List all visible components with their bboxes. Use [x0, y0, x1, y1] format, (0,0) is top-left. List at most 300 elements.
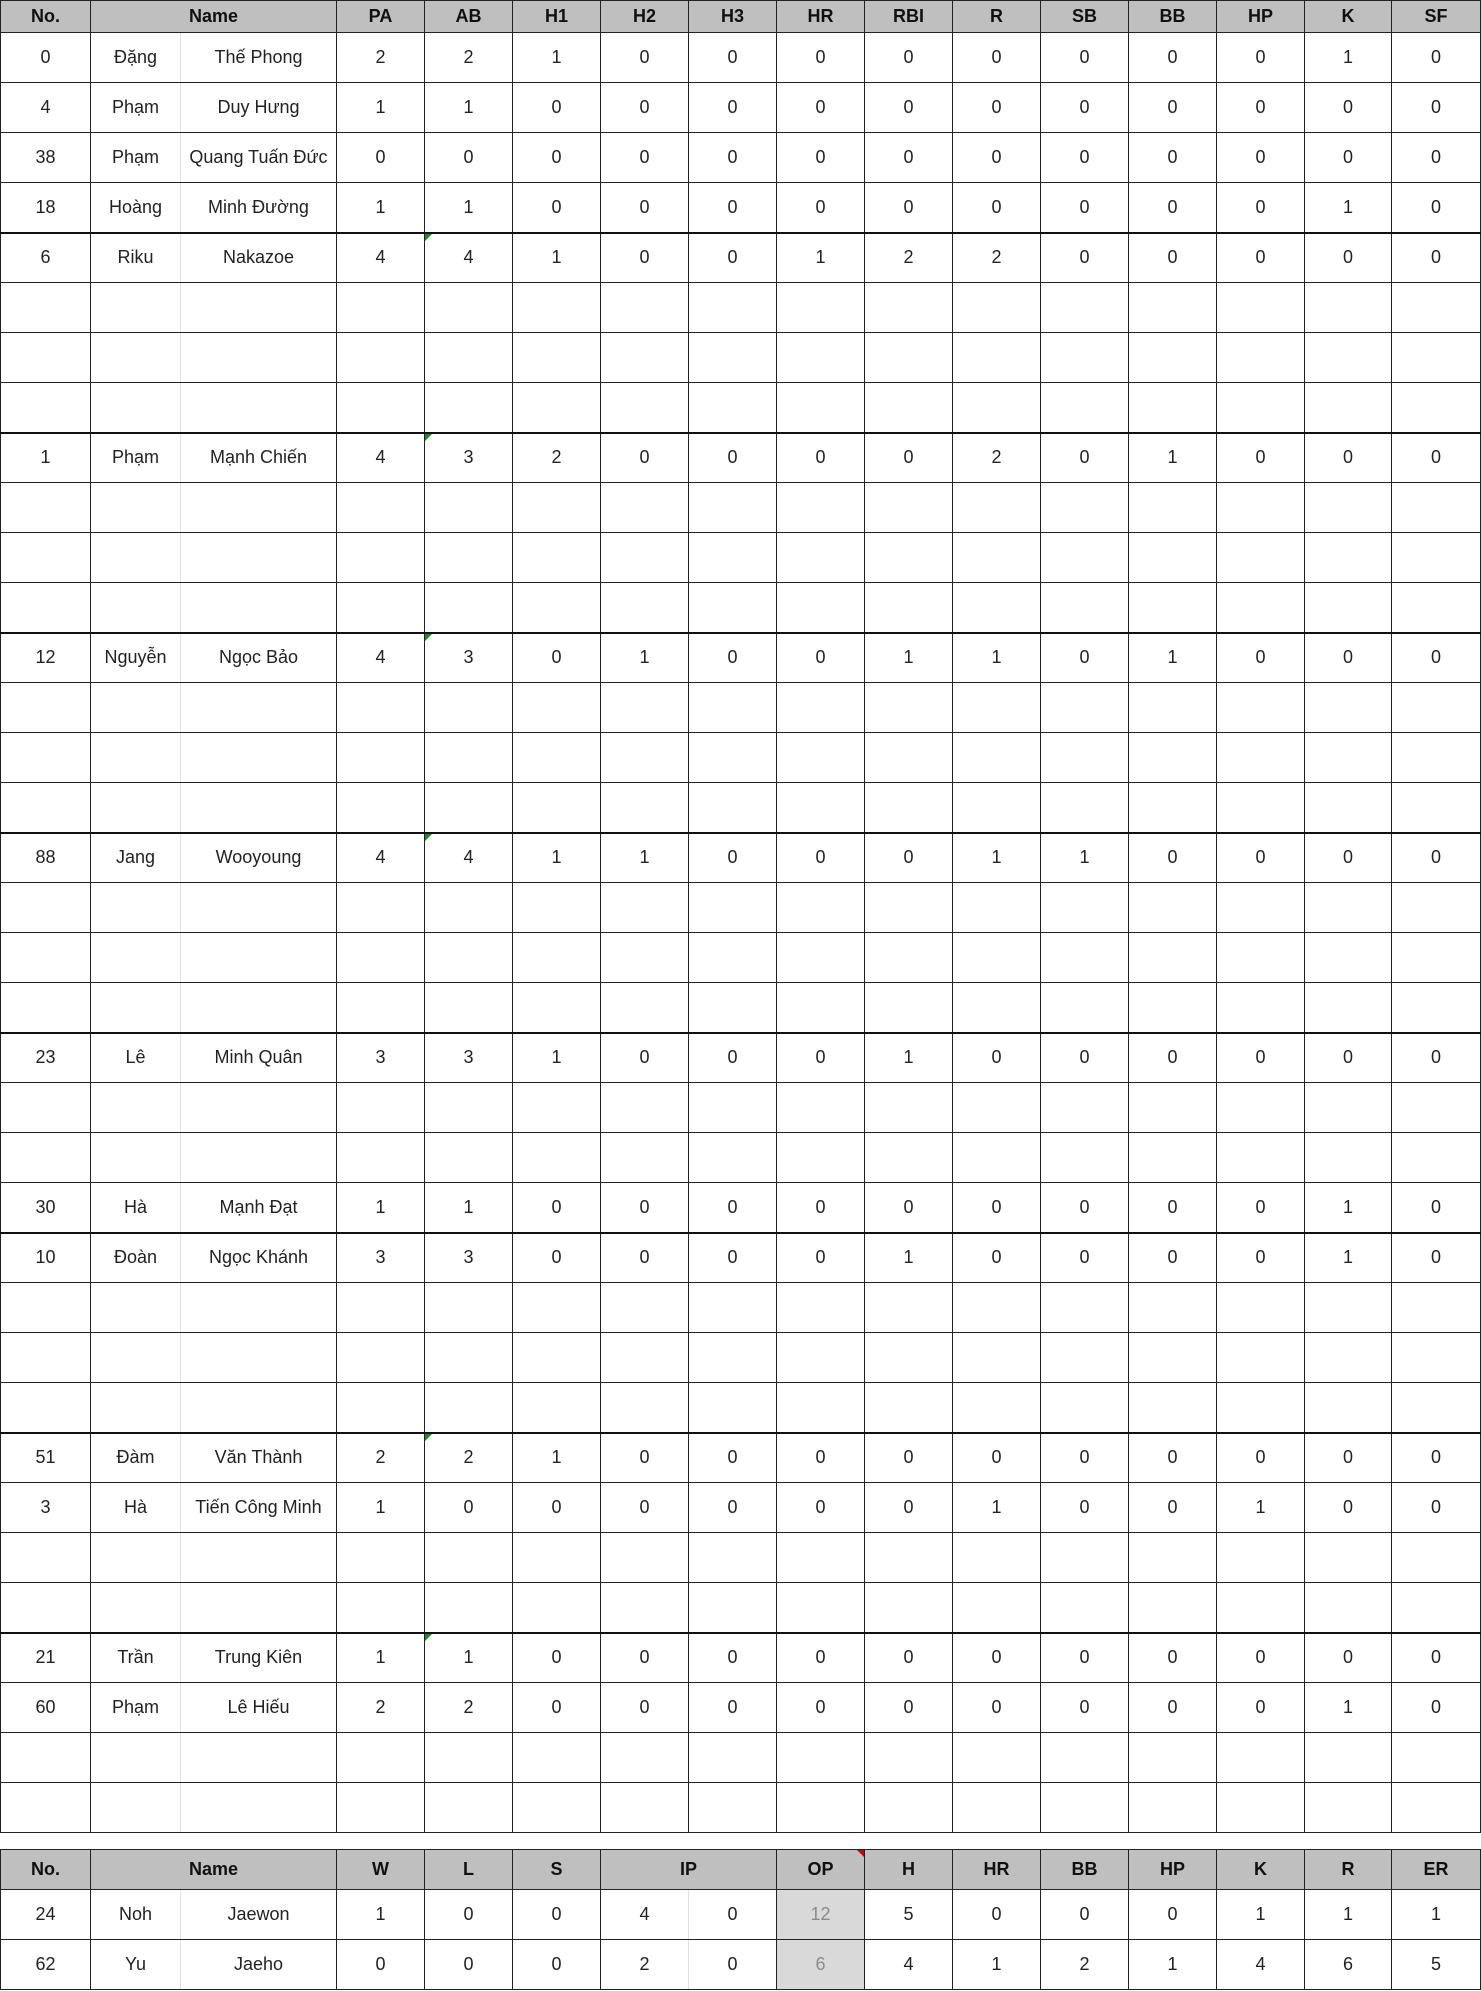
stat-h3-cell[interactable] [689, 83, 777, 133]
stat-hr-cell[interactable] [777, 983, 865, 1033]
stat-k-cell[interactable] [1305, 733, 1392, 783]
stat-pa-cell[interactable] [337, 1583, 425, 1633]
stat-h1-cell[interactable] [513, 1683, 601, 1733]
stat-k-cell[interactable] [1305, 1233, 1392, 1283]
stat-rbi-cell[interactable] [865, 433, 953, 483]
stat-rbi-cell[interactable] [865, 633, 953, 683]
stat-hr-cell[interactable] [777, 533, 865, 583]
player-first-name[interactable] [91, 583, 181, 633]
stat-hp-cell[interactable] [1217, 733, 1305, 783]
stat-rbi-cell[interactable] [865, 233, 953, 283]
stat-pa-cell[interactable] [337, 33, 425, 83]
stat-bb-cell[interactable] [1129, 1133, 1217, 1183]
stat-h3-cell[interactable] [689, 483, 777, 533]
stat-sf-cell[interactable] [1392, 583, 1481, 633]
stat-sb-cell[interactable] [1041, 1283, 1129, 1333]
header-r[interactable]: R [953, 1, 1041, 33]
stat-hp-cell[interactable] [1217, 1083, 1305, 1133]
header-h1[interactable]: H1 [513, 1, 601, 33]
stat-hp-cell[interactable] [1217, 1783, 1305, 1833]
stat-bb-cell[interactable] [1129, 1033, 1217, 1083]
stat-sf-cell[interactable] [1392, 133, 1481, 183]
stat-sb-cell[interactable] [1041, 183, 1129, 233]
stat-sf-cell[interactable] [1392, 833, 1481, 883]
stat-hr-cell[interactable]: 0 [953, 1890, 1041, 1940]
player-number[interactable]: 0 [1, 33, 91, 83]
stat-pa-cell[interactable] [337, 1233, 425, 1283]
stat-sf-cell[interactable] [1392, 933, 1481, 983]
header-op[interactable] [777, 1850, 865, 1890]
stat-bb-cell[interactable] [1129, 1383, 1217, 1433]
stat-ab-cell[interactable] [425, 483, 513, 533]
stat-ab-cell[interactable] [425, 1333, 513, 1383]
stat-sb-cell[interactable] [1041, 1433, 1129, 1483]
stat-rbi-cell[interactable] [865, 1433, 953, 1483]
player-last-name[interactable]: Duy Hưng [181, 83, 337, 133]
header-no[interactable]: No. [1, 1850, 91, 1890]
player-last-name[interactable] [181, 333, 337, 383]
header-bb[interactable]: BB [1129, 1, 1217, 33]
stat-r-cell[interactable] [953, 283, 1041, 333]
stat-hr-cell[interactable] [777, 333, 865, 383]
player-first-name[interactable] [91, 933, 181, 983]
stat-rbi-cell[interactable] [865, 1183, 953, 1233]
stat-bb-cell[interactable] [1129, 1233, 1217, 1283]
stat-rbi-cell[interactable] [865, 1083, 953, 1133]
header-h[interactable]: H [865, 1850, 953, 1890]
stat-h1-cell[interactable] [513, 633, 601, 683]
stat-bb-cell[interactable] [1129, 1333, 1217, 1383]
player-first-name[interactable] [91, 1333, 181, 1383]
stat-ab-cell[interactable] [425, 1233, 513, 1283]
stat-r-cell[interactable] [953, 1183, 1041, 1233]
stat-pa-cell[interactable] [337, 483, 425, 533]
pitcher-number[interactable]: 24 [1, 1890, 91, 1940]
stat-hr-cell[interactable] [777, 1633, 865, 1683]
stat-sf-cell[interactable] [1392, 1033, 1481, 1083]
stat-h2-cell[interactable] [601, 133, 689, 183]
stat-rbi-cell[interactable] [865, 383, 953, 433]
stat-k-cell[interactable] [1305, 533, 1392, 583]
stat-pa-cell[interactable] [337, 633, 425, 683]
stat-h3-cell[interactable] [689, 283, 777, 333]
stat-rbi-cell[interactable] [865, 683, 953, 733]
stat-r-cell[interactable]: 6 [1305, 1940, 1392, 1990]
stat-k-cell[interactable] [1305, 1633, 1392, 1683]
stat-h1-cell[interactable] [513, 583, 601, 633]
stat-k-cell[interactable] [1305, 283, 1392, 333]
stat-sf-cell[interactable] [1392, 883, 1481, 933]
stat-sf-cell[interactable] [1392, 983, 1481, 1033]
stat-h3-cell[interactable] [689, 583, 777, 633]
stat-r-cell[interactable] [953, 383, 1041, 433]
stat-hp-cell[interactable] [1217, 1383, 1305, 1433]
player-last-name[interactable] [181, 733, 337, 783]
stat-ab-cell[interactable] [425, 133, 513, 183]
header-h2[interactable]: H2 [601, 1, 689, 33]
player-last-name[interactable] [181, 533, 337, 583]
stat-k-cell[interactable] [1305, 1733, 1392, 1783]
stat-pa-cell[interactable] [337, 1183, 425, 1233]
stat-bb-cell[interactable] [1129, 783, 1217, 833]
stat-hp-cell[interactable] [1217, 783, 1305, 833]
stat-h3-cell[interactable] [689, 1283, 777, 1333]
player-last-name[interactable]: Quang Tuấn Đức [181, 133, 337, 183]
stat-hr-cell[interactable] [777, 1733, 865, 1783]
player-first-name[interactable] [91, 1383, 181, 1433]
stat-r-cell[interactable] [953, 833, 1041, 883]
stat-hr-cell[interactable] [777, 1433, 865, 1483]
stat-hp-cell[interactable] [1217, 1233, 1305, 1283]
stat-hr-cell[interactable] [777, 183, 865, 233]
player-first-name[interactable]: Đoàn [91, 1233, 181, 1283]
stat-h2-cell[interactable] [601, 1033, 689, 1083]
stat-ab-cell[interactable] [425, 1283, 513, 1333]
stat-h3-cell[interactable] [689, 233, 777, 283]
stat-h2-cell[interactable] [601, 1783, 689, 1833]
stat-hr-cell[interactable] [777, 383, 865, 433]
stat-bb-cell[interactable] [1129, 383, 1217, 433]
stat-h2-cell[interactable] [601, 33, 689, 83]
stat-hr-cell[interactable] [777, 1533, 865, 1583]
stat-rbi-cell[interactable] [865, 1683, 953, 1733]
stat-pa-cell[interactable] [337, 1783, 425, 1833]
stat-hp-cell[interactable] [1217, 933, 1305, 983]
stat-k-cell[interactable] [1305, 33, 1392, 83]
stat-pa-cell[interactable] [337, 683, 425, 733]
player-number[interactable] [1, 733, 91, 783]
stat-ab-cell[interactable] [425, 1683, 513, 1733]
stat-h1-cell[interactable] [513, 1483, 601, 1533]
player-number[interactable] [1, 1583, 91, 1633]
stat-r-cell[interactable] [953, 933, 1041, 983]
stat-sb-cell[interactable] [1041, 1183, 1129, 1233]
stat-ab-cell[interactable] [425, 1533, 513, 1583]
stat-r-cell[interactable] [953, 233, 1041, 283]
stat-h3-cell[interactable] [689, 1183, 777, 1233]
stat-h3-cell[interactable] [689, 1533, 777, 1583]
player-first-name[interactable] [91, 333, 181, 383]
player-number[interactable]: 4 [1, 83, 91, 133]
stat-pa-cell[interactable] [337, 733, 425, 783]
stat-bb-cell[interactable] [1129, 1583, 1217, 1633]
player-number[interactable] [1, 1333, 91, 1383]
stat-bb-cell[interactable] [1129, 333, 1217, 383]
pitcher-last-name[interactable]: Jaewon [181, 1890, 337, 1940]
stat-h2-cell[interactable] [601, 1333, 689, 1383]
stat-hr-cell[interactable] [777, 1233, 865, 1283]
stat-k-cell[interactable] [1305, 83, 1392, 133]
stat-h1-cell[interactable] [513, 1233, 601, 1283]
stat-k-cell[interactable] [1305, 1133, 1392, 1183]
stat-r-cell[interactable] [953, 1233, 1041, 1283]
stat-hr-cell[interactable] [777, 1033, 865, 1083]
stat-sf-cell[interactable] [1392, 783, 1481, 833]
stat-sf-cell[interactable] [1392, 483, 1481, 533]
stat-ab-cell[interactable] [425, 433, 513, 483]
stat-hp-cell[interactable] [1217, 1433, 1305, 1483]
player-number[interactable] [1, 783, 91, 833]
stat-w-cell[interactable]: 0 [337, 1940, 425, 1990]
stat-sf-cell[interactable] [1392, 1483, 1481, 1533]
stat-h2-cell[interactable] [601, 1583, 689, 1633]
stat-pa-cell[interactable] [337, 383, 425, 433]
stat-rbi-cell[interactable] [865, 183, 953, 233]
stat-h1-cell[interactable] [513, 883, 601, 933]
stat-h1-cell[interactable] [513, 933, 601, 983]
stat-hp-cell[interactable] [1217, 183, 1305, 233]
stat-h2-cell[interactable] [601, 1083, 689, 1133]
stat-h1-cell[interactable] [513, 733, 601, 783]
stat-pa-cell[interactable] [337, 133, 425, 183]
player-first-name[interactable]: Phạm [91, 83, 181, 133]
stat-hr-cell[interactable] [777, 633, 865, 683]
stat-bb-cell[interactable] [1129, 433, 1217, 483]
stat-rbi-cell[interactable] [865, 1533, 953, 1583]
header-hr[interactable]: HR [777, 1, 865, 33]
stat-bb-cell[interactable] [1129, 633, 1217, 683]
stat-ab-cell[interactable] [425, 633, 513, 683]
stat-h1-cell[interactable] [513, 83, 601, 133]
stat-h2-cell[interactable] [601, 1183, 689, 1233]
stat-sf-cell[interactable] [1392, 233, 1481, 283]
player-first-name[interactable] [91, 733, 181, 783]
player-number[interactable]: 18 [1, 183, 91, 233]
stat-pa-cell[interactable] [337, 1283, 425, 1333]
stat-sf-cell[interactable] [1392, 33, 1481, 83]
stat-hp-cell[interactable] [1217, 983, 1305, 1033]
stat-h1-cell[interactable] [513, 1333, 601, 1383]
stat-r-cell[interactable]: 1 [1305, 1890, 1392, 1940]
stat-h1-cell[interactable] [513, 233, 601, 283]
stat-sf-cell[interactable] [1392, 1333, 1481, 1383]
header-pa[interactable]: PA [337, 1, 425, 33]
stat-bb-cell[interactable] [1129, 983, 1217, 1033]
stat-hr-cell[interactable] [777, 583, 865, 633]
stat-ab-cell[interactable] [425, 33, 513, 83]
stat-r-cell[interactable] [953, 1783, 1041, 1833]
stat-r-cell[interactable] [953, 183, 1041, 233]
stat-ab-cell[interactable] [425, 533, 513, 583]
stat-ab-cell[interactable] [425, 1183, 513, 1233]
stat-bb-cell[interactable] [1129, 833, 1217, 883]
stat-bb-cell[interactable] [1129, 1183, 1217, 1233]
player-first-name[interactable] [91, 783, 181, 833]
player-first-name[interactable] [91, 1733, 181, 1783]
stat-hr-cell[interactable] [777, 733, 865, 783]
stat-s-cell[interactable]: 0 [513, 1890, 601, 1940]
player-last-name[interactable] [181, 1383, 337, 1433]
player-first-name[interactable]: Phạm [91, 433, 181, 483]
stat-rbi-cell[interactable] [865, 1033, 953, 1083]
stat-h3-cell[interactable] [689, 1333, 777, 1383]
stat-h2-cell[interactable] [601, 1133, 689, 1183]
stat-hr-cell[interactable] [777, 1683, 865, 1733]
pitcher-first-name[interactable]: Noh [91, 1890, 181, 1940]
stat-hp-cell[interactable] [1217, 1483, 1305, 1533]
stat-k-cell[interactable] [1305, 683, 1392, 733]
stat-h2-cell[interactable] [601, 1383, 689, 1433]
stat-h3-cell[interactable] [689, 1133, 777, 1183]
stat-h2-cell[interactable] [601, 333, 689, 383]
pitcher-number[interactable]: 62 [1, 1940, 91, 1990]
stat-h2-cell[interactable] [601, 233, 689, 283]
stat-bb-cell[interactable] [1129, 1633, 1217, 1683]
player-last-name[interactable] [181, 983, 337, 1033]
stat-pa-cell[interactable] [337, 1533, 425, 1583]
header-l[interactable]: L [425, 1850, 513, 1890]
player-number[interactable] [1, 483, 91, 533]
stat-h1-cell[interactable] [513, 133, 601, 183]
player-first-name[interactable] [91, 483, 181, 533]
header-sb[interactable]: SB [1041, 1, 1129, 33]
header-ab[interactable]: AB [425, 1, 513, 33]
stat-sb-cell[interactable] [1041, 883, 1129, 933]
stat-sf-cell[interactable] [1392, 383, 1481, 433]
player-first-name[interactable]: Hà [91, 1183, 181, 1233]
stat-h1-cell[interactable] [513, 783, 601, 833]
stat-k-cell[interactable] [1305, 933, 1392, 983]
stat-h3-cell[interactable] [689, 933, 777, 983]
stat-bb-cell[interactable] [1129, 1083, 1217, 1133]
stat-ip-innings-cell[interactable]: 4 [601, 1890, 689, 1940]
stat-r-cell[interactable] [953, 1033, 1041, 1083]
stat-k-cell[interactable] [1305, 133, 1392, 183]
stat-rbi-cell[interactable] [865, 833, 953, 883]
header-bb[interactable]: BB [1041, 1850, 1129, 1890]
stat-r-cell[interactable] [953, 1333, 1041, 1383]
stat-h3-cell[interactable] [689, 333, 777, 383]
player-last-name[interactable]: Nakazoe [181, 233, 337, 283]
stat-r-cell[interactable] [953, 1733, 1041, 1783]
stat-rbi-cell[interactable] [865, 1333, 953, 1383]
stat-k-cell[interactable] [1305, 583, 1392, 633]
stat-r-cell[interactable] [953, 1383, 1041, 1433]
stat-pa-cell[interactable] [337, 833, 425, 883]
stat-k-cell[interactable] [1305, 1533, 1392, 1583]
stat-r-cell[interactable] [953, 583, 1041, 633]
stat-h3-cell[interactable] [689, 733, 777, 783]
stat-h2-cell[interactable] [601, 183, 689, 233]
stat-bb-cell[interactable] [1129, 533, 1217, 583]
stat-hr-cell[interactable] [777, 1383, 865, 1433]
stat-sf-cell[interactable] [1392, 1433, 1481, 1483]
stat-hr-cell[interactable] [777, 683, 865, 733]
player-number[interactable] [1, 1083, 91, 1133]
stat-s-cell[interactable]: 0 [513, 1940, 601, 1990]
stat-ab-cell[interactable] [425, 983, 513, 1033]
stat-rbi-cell[interactable] [865, 1283, 953, 1333]
stat-h2-cell[interactable] [601, 1233, 689, 1283]
stat-rbi-cell[interactable] [865, 583, 953, 633]
player-number[interactable] [1, 683, 91, 733]
stat-r-cell[interactable] [953, 333, 1041, 383]
pitcher-last-name[interactable]: Jaeho [181, 1940, 337, 1990]
stat-r-cell[interactable] [953, 1583, 1041, 1633]
player-first-name[interactable]: Nguyễn [91, 633, 181, 683]
player-number[interactable]: 1 [1, 433, 91, 483]
player-last-name[interactable] [181, 783, 337, 833]
player-number[interactable] [1, 1133, 91, 1183]
stat-sb-cell[interactable] [1041, 283, 1129, 333]
stat-sf-cell[interactable] [1392, 1683, 1481, 1733]
stat-h3-cell[interactable] [689, 783, 777, 833]
stat-r-cell[interactable] [953, 883, 1041, 933]
stat-h3-cell[interactable] [689, 433, 777, 483]
stat-h2-cell[interactable] [601, 983, 689, 1033]
player-first-name[interactable]: Trần [91, 1633, 181, 1683]
stat-rbi-cell[interactable] [865, 983, 953, 1033]
stat-h-cell[interactable]: 4 [865, 1940, 953, 1990]
player-first-name[interactable] [91, 1583, 181, 1633]
player-first-name[interactable] [91, 883, 181, 933]
stat-pa-cell[interactable] [337, 1733, 425, 1783]
stat-ab-cell[interactable] [425, 1383, 513, 1433]
player-first-name[interactable] [91, 1783, 181, 1833]
header-ip[interactable]: IP [601, 1850, 777, 1890]
stat-pa-cell[interactable] [337, 983, 425, 1033]
stat-k-cell[interactable] [1305, 633, 1392, 683]
stat-k-cell[interactable]: 1 [1217, 1890, 1305, 1940]
stat-ip-fraction-cell[interactable]: 0 [689, 1890, 777, 1940]
stat-ab-cell[interactable] [425, 233, 513, 283]
stat-r-cell[interactable] [953, 483, 1041, 533]
stat-ab-cell[interactable] [425, 1033, 513, 1083]
stat-sb-cell[interactable] [1041, 433, 1129, 483]
player-first-name[interactable] [91, 1133, 181, 1183]
stat-h3-cell[interactable] [689, 1583, 777, 1633]
stat-pa-cell[interactable] [337, 83, 425, 133]
player-last-name[interactable]: Mạnh Chiến [181, 433, 337, 483]
stat-w-cell[interactable]: 1 [337, 1890, 425, 1940]
player-first-name[interactable] [91, 983, 181, 1033]
stat-pa-cell[interactable] [337, 1083, 425, 1133]
player-number[interactable]: 88 [1, 833, 91, 883]
player-first-name[interactable]: Riku [91, 233, 181, 283]
stat-r-cell[interactable] [953, 33, 1041, 83]
stat-sb-cell[interactable] [1041, 933, 1129, 983]
stat-ab-cell[interactable] [425, 1483, 513, 1533]
player-last-name[interactable] [181, 1283, 337, 1333]
stat-sf-cell[interactable] [1392, 1183, 1481, 1233]
stat-ab-cell[interactable] [425, 1583, 513, 1633]
stat-ab-cell[interactable] [425, 683, 513, 733]
stat-h3-cell[interactable] [689, 883, 777, 933]
player-last-name[interactable] [181, 1733, 337, 1783]
player-last-name[interactable] [181, 1533, 337, 1583]
stat-hr-cell[interactable] [777, 1783, 865, 1833]
stat-k-cell[interactable] [1305, 1083, 1392, 1133]
stat-k-cell[interactable]: 4 [1217, 1940, 1305, 1990]
player-number[interactable] [1, 1283, 91, 1333]
stat-h3-cell[interactable] [689, 633, 777, 683]
stat-sb-cell[interactable] [1041, 983, 1129, 1033]
stat-er-cell[interactable]: 1 [1392, 1890, 1481, 1940]
stat-r-cell[interactable] [953, 683, 1041, 733]
stat-sb-cell[interactable] [1041, 1733, 1129, 1783]
stat-hr-cell[interactable] [777, 433, 865, 483]
stat-rbi-cell[interactable] [865, 533, 953, 583]
stat-sb-cell[interactable] [1041, 633, 1129, 683]
stat-h2-cell[interactable] [601, 733, 689, 783]
stat-h2-cell[interactable] [601, 583, 689, 633]
stat-sb-cell[interactable] [1041, 533, 1129, 583]
player-first-name[interactable]: Hà [91, 1483, 181, 1533]
stat-sb-cell[interactable] [1041, 783, 1129, 833]
player-first-name[interactable] [91, 1083, 181, 1133]
stat-hp-cell[interactable] [1217, 633, 1305, 683]
stat-hp-cell[interactable] [1217, 283, 1305, 333]
